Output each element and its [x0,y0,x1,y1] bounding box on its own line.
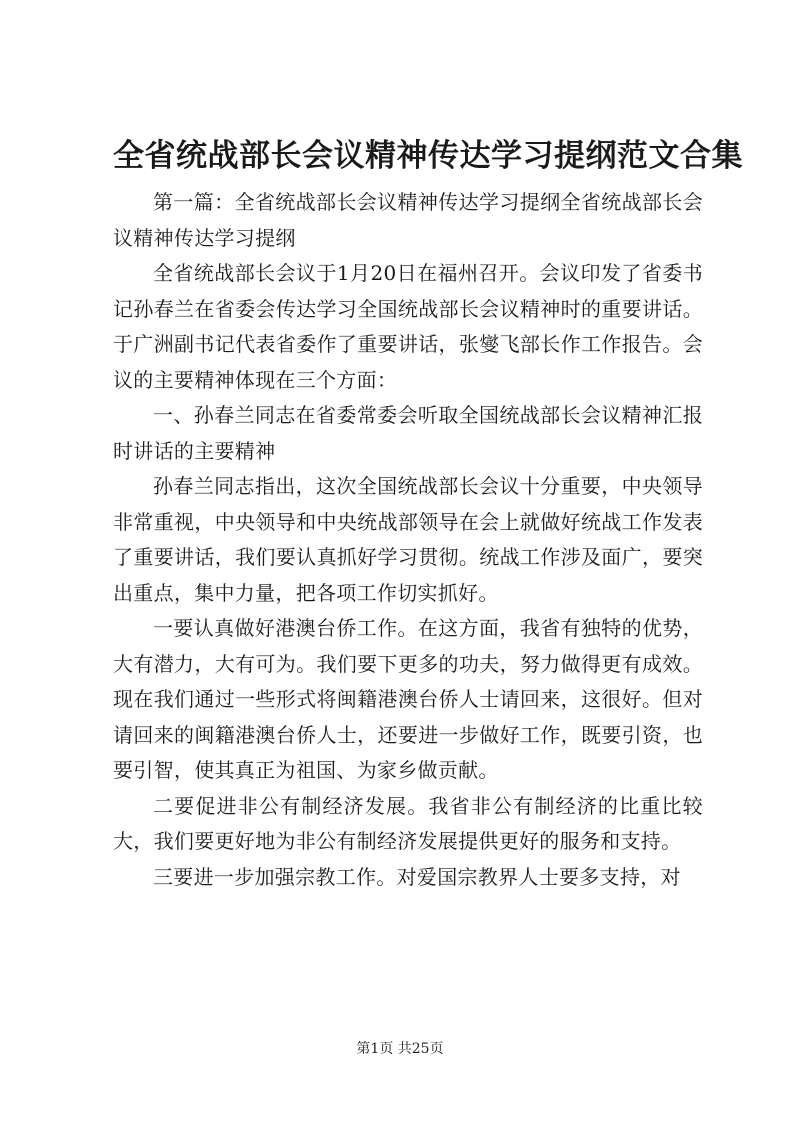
paragraph-meeting-intro: 全省统战部长会议于1月20日在福州召开。会议印发了省委书记孙春兰在省委会传达学习全国统战部长会议精神时的重要讲话。于广洲副书记代表省委作了重要讲话，张燮飞部长作工作报告。会议的主要精神体现在三个方面： [113,261,703,392]
document-title: 全省统战部长会议精神传达学习提纲范文合集 [113,138,743,174]
document-body [113,185,703,895]
paragraph-point-two: 二要促进非公有制经济发展。我省非公有制经济的比重比较大，我们要更好地为非公有制经济发展提供更好的服务和支持。 [113,793,703,853]
paragraph-section-heading: 一、孙春兰同志在省委常委会听取全国统战部长会议精神汇报时讲话的主要精神 [113,403,703,463]
paragraph-point-three: 三要进一步加强宗教工作。对爱国宗教界人士要多支持，对 [153,864,681,889]
paragraph-point-one: 一要认真做好港澳台侨工作。在这方面，我省有独特的优势，大有潜力，大有可为。我们要下更多的功夫，努力做得更有成效。现在我们通过一些形式将闽籍港澳台侨人士请回来，这很好。但对请回来的闽籍港澳台侨人士，还要进一步做好工作，既要引资，也要引智，使其真正为祖国、为家乡做贡献。 [113,616,703,782]
page-number-footer: 第1页 共25页 [356,1041,444,1057]
paragraph-speech-summary: 孙春兰同志指出，这次全国统战部长会议十分重要，中央领导非常重视，中央领导和中央统战部领导在会上就做好统战工作发表了重要讲话，我们要认真抓好学习贯彻。统战工作涉及面广，要突出重点，集中力量，把各项工作切实抓好。 [113,474,703,605]
paragraph-part-heading: 第一篇：全省统战部长会议精神传达学习提纲全省统战部长会议精神传达学习提纲 [113,190,703,250]
